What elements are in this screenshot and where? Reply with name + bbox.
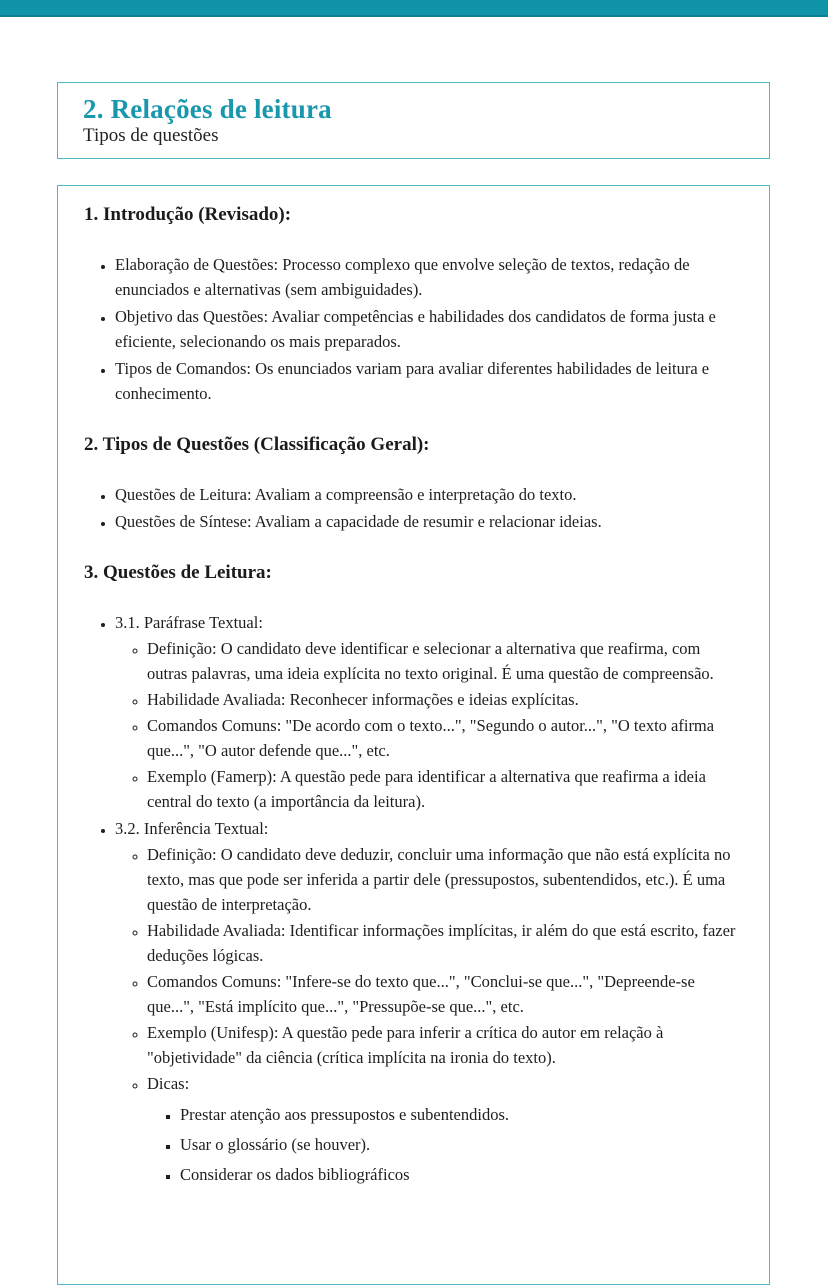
section-heading-introducao: 1. Introdução (Revisado): xyxy=(84,204,292,225)
sub-list-item: ◦ Comandos Comuns: "De acordo com o texto...", "Segundo o autor...", "O texto afirma que...", "O autor defende que...", etc. xyxy=(147,713,739,763)
sub-list-item: ◦ Comandos Comuns: "Infere-se do texto que...", "Conclui-se que...", "Depreende-se que...", "Está implícito que...", "Pressupõe-se que...", etc. xyxy=(147,969,739,1019)
list-item: • Objetivo das Questões: Avaliar competências e habilidades dos candidatos de forma justa e eficiente, selecionando os mais preparados. xyxy=(115,304,739,354)
questoes-leitura-list xyxy=(84,610,739,1187)
sub-list-item-dicas xyxy=(147,1071,739,1187)
list-item: • Elaboração de Questões: Processo complexo que envolve seleção de textos, redação de enunciados e alternativas (sem ambiguidades). xyxy=(115,252,739,302)
parafrase-sublist xyxy=(115,636,739,814)
list-item: • Tipos de Comandos: Os enunciados variam para avaliar diferentes habilidades de leitura e conhecimento. xyxy=(115,356,739,406)
page-title: 2. Relações de leitura xyxy=(83,94,332,124)
tip-item: ▪ Considerar os dados bibliográficos xyxy=(180,1162,739,1187)
section-heading-tipos-de-questoes: 2. Tipos de Questões (Classificação Geral): xyxy=(84,434,430,455)
tipos-list xyxy=(84,482,739,534)
list-item-label: 3.1. Paráfrase Textual: xyxy=(115,613,263,632)
tip-item: ▪ Usar o glossário (se houver). xyxy=(180,1132,739,1157)
sub-list-item: ◦ Definição: O candidato deve identificar e selecionar a alternativa que reafirma, com outras palavras, uma ideia explícita no texto original. É uma questão de compreensão. xyxy=(147,636,739,686)
list-item-parafrase xyxy=(115,610,739,814)
introducao-list xyxy=(84,252,739,406)
page-subtitle: Tipos de questões xyxy=(83,125,219,146)
dicas-sublist xyxy=(147,1102,739,1187)
list-item-inferencia xyxy=(115,816,739,1187)
section-heading-questoes-de-leitura: 3. Questões de Leitura: xyxy=(84,562,272,583)
content-box xyxy=(57,185,770,1285)
sub-list-item: ◦ Exemplo (Famerp): A questão pede para identificar a alternativa que reafirma a ideia central do texto (a importância da leitura). xyxy=(147,764,739,814)
sub-list-item: ◦ Exemplo (Unifesp): A questão pede para inferir a crítica do autor em relação à "objetividade" da ciência (crítica implícita na ironia do texto). xyxy=(147,1020,739,1070)
title-box xyxy=(57,82,770,159)
sub-list-item: ◦ Definição: O candidato deve deduzir, concluir uma informação que não está explícita no texto, mas que pode ser inferida a partir dele (pressupostos, subentendidos, etc.). É uma questão de interpretação. xyxy=(147,842,739,917)
tip-item: ▪ Prestar atenção aos pressupostos e subentendidos. xyxy=(180,1102,739,1127)
list-item: • Questões de Síntese: Avaliam a capacidade de resumir e relacionar ideias. xyxy=(115,509,739,534)
sub-list-item: ◦ Habilidade Avaliada: Reconhecer informações e ideias explícitas. xyxy=(147,687,739,712)
top-accent-bar xyxy=(0,0,828,17)
dicas-label: Dicas: xyxy=(147,1074,190,1093)
inferencia-sublist xyxy=(115,842,739,1187)
list-item: • Questões de Leitura: Avaliam a compreensão e interpretação do texto. xyxy=(115,482,739,507)
list-item-label: 3.2. Inferência Textual: xyxy=(115,819,269,838)
sub-list-item: ◦ Habilidade Avaliada: Identificar informações implícitas, ir além do que está escrito, fazer deduções lógicas. xyxy=(147,918,739,968)
